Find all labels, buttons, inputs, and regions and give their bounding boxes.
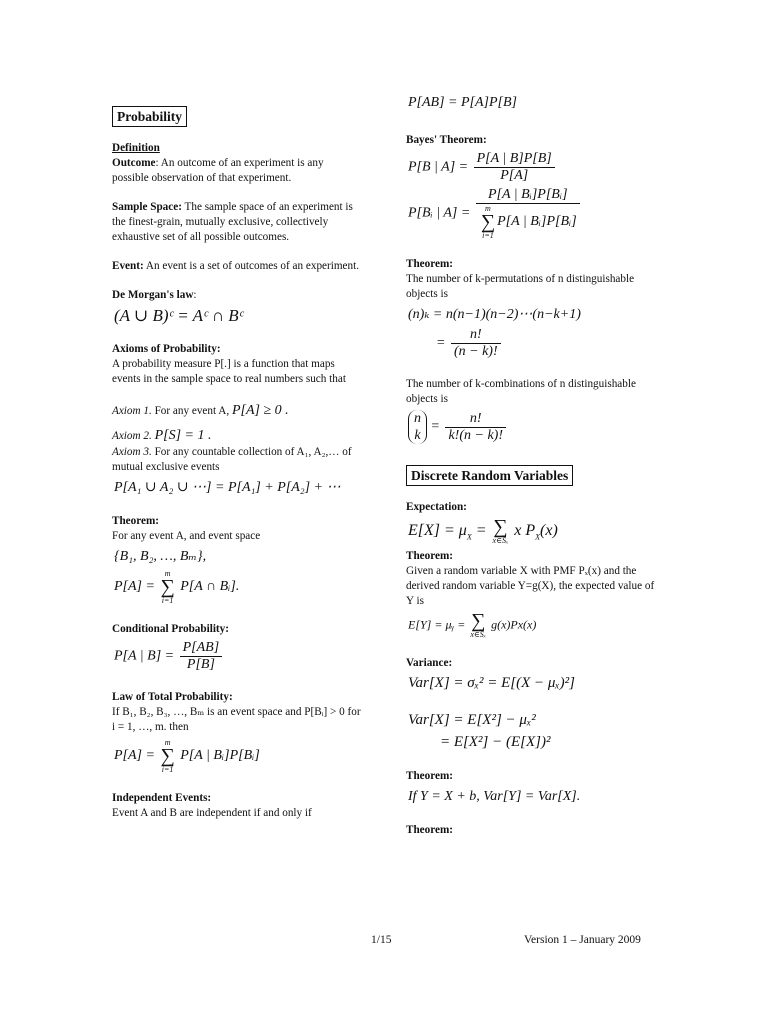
summation-symbol: ∑ x∈Sₓ (470, 610, 487, 640)
axiom-2: Axiom 2. P[S] = 1 . (112, 428, 212, 443)
theorem-event-space-equation: P[A] = m ∑ i=1 P[A ∩ Bᵢ]. (114, 569, 240, 605)
axiom-1: Axiom 1. For any event A, P[A] ≥ 0 . (112, 403, 289, 418)
demorgan-label: De Morgan's law: (112, 289, 197, 301)
axioms-text: A probability measure P[.] is a function that maps events in the sample space to real numbers such that (112, 358, 346, 385)
independent-events-heading: Independent Events: (112, 792, 212, 804)
summation-symbol: m ∑ i=1 (160, 569, 175, 605)
theorem-event-space-heading: Theorem: (112, 515, 160, 527)
independence-equation: P[AB] = P[A]P[B] (408, 95, 517, 110)
derived-rv-theorem-heading: Theorem: (406, 550, 454, 563)
binomial-coefficient: n k (408, 410, 427, 444)
left-column (112, 106, 362, 821)
event-definition: Event: An event is a set of outcomes of an experiment. (112, 260, 360, 272)
combinations-text: The number of k-combinations of n distinguishable objects is (406, 378, 636, 405)
total-probability-text: If B₁, B₂, B₃, …, Bₘ is an event space and P[Bᵢ] > 0 for i = 1, …, m. then (112, 706, 361, 733)
independent-events-text: Event A and B are independent if and only if (112, 807, 312, 819)
combinations-equation: n k = $\frac{n!}{k!(n - k)!}$ (408, 410, 656, 444)
summation-symbol: m ∑ i=1 (160, 738, 175, 774)
permutations-equation: (n)ₖ = n(n−1)(n−2)⋯(n−k+1) (408, 307, 581, 322)
expectation-equation: $E[X] = \mu_X$ = ∑ x∈Sₓ x $P_X(x)$ (408, 516, 558, 545)
bayes-equation-2: P[Bᵢ | A] = P[A | Bᵢ]P[Bᵢ] m ∑ i=1 P[A | Bᵢ]P[Bᵢ] (408, 187, 656, 240)
permutations-text: The number of k-permutations of n distinguishable objects is (406, 273, 635, 300)
permutations-equation-2: = $\frac{n!}{(n - k)!}$ (436, 327, 656, 360)
derived-expectation-equation: E[Y] = μᵧ = ∑ x∈Sₓ g(x)Px(x) (408, 610, 537, 640)
outcome-definition: Outcome: An outcome of an experiment is any possible observation of that experiment. (112, 157, 324, 184)
section-title-discrete-rv: Discrete Random Variables (406, 465, 573, 486)
event-space-set: {B₁, B₂, …, Bₘ}, (114, 549, 207, 564)
page-number: 1/15 (371, 934, 392, 946)
expectation-heading: Expectation: (406, 501, 467, 513)
summation-symbol: m ∑ i=1 (480, 204, 496, 240)
summation-symbol: ∑ x∈Sₓ (492, 516, 509, 545)
variance-equation-1: Var[X] = σₓ² = E[(X − μₓ)²] (408, 675, 575, 692)
variance-heading: Variance: (406, 657, 453, 670)
axiom-3-equation: P[A₁ ∪ A₂ ∪ ⋯] = P[A₁] + P[A₂] + ⋯ (114, 480, 341, 495)
permutations-theorem-heading: Theorem: (406, 258, 454, 270)
theorem-event-space-text: For any event A, and event space (112, 530, 261, 542)
definition-heading: Definition (112, 142, 160, 154)
bayes-heading: Bayes' Theorem: (406, 134, 487, 146)
variance-equation-3: = E[X²] − (E[X])² (440, 734, 551, 751)
linear-variance-equation: If Y = X + b, Var[Y] = Var[X]. (408, 789, 581, 805)
axiom-3: Axiom 3. For any countable collection of A₁, A₂,… of mutual exclusive events (112, 446, 352, 473)
bayes-equation-1: P[B | A] = $\frac{P[A | B]P[B]}{P[A]}$ (408, 151, 656, 184)
total-probability-heading: Law of Total Probability: (112, 691, 233, 703)
axioms-heading: Axioms of Probability: (112, 343, 221, 355)
version-label: Version 1 – January 2009 (524, 934, 641, 946)
section-title-probability: Probability (112, 106, 187, 127)
conditional-probability-equation: P[A | B] = $\frac{P[AB]}{P[B]}$ (114, 640, 362, 673)
right-column (406, 90, 656, 838)
linear-theorem-heading: Theorem: (406, 770, 454, 783)
sample-space-definition: Sample Space: The sample space of an experiment is the finest-grain, mutually exclusive, collectively exhaustive set of all possible outcomes. (112, 201, 353, 243)
final-theorem-heading: Theorem: (406, 824, 454, 837)
derived-rv-text: Given a random variable X with PMF Pₓ(x) and the derived random variable Y=g(X), the expected value of Y is (406, 565, 655, 608)
total-probability-equation: P[A] = m ∑ i=1 P[A | Bᵢ]P[Bᵢ] (114, 738, 260, 774)
variance-equation-2: Var[X] = E[X²] − μₓ² (408, 712, 536, 729)
conditional-probability-heading: Conditional Probability: (112, 623, 229, 635)
demorgan-equation: (A ∪ B)ᶜ = Aᶜ ∩ Bᶜ (114, 306, 244, 325)
